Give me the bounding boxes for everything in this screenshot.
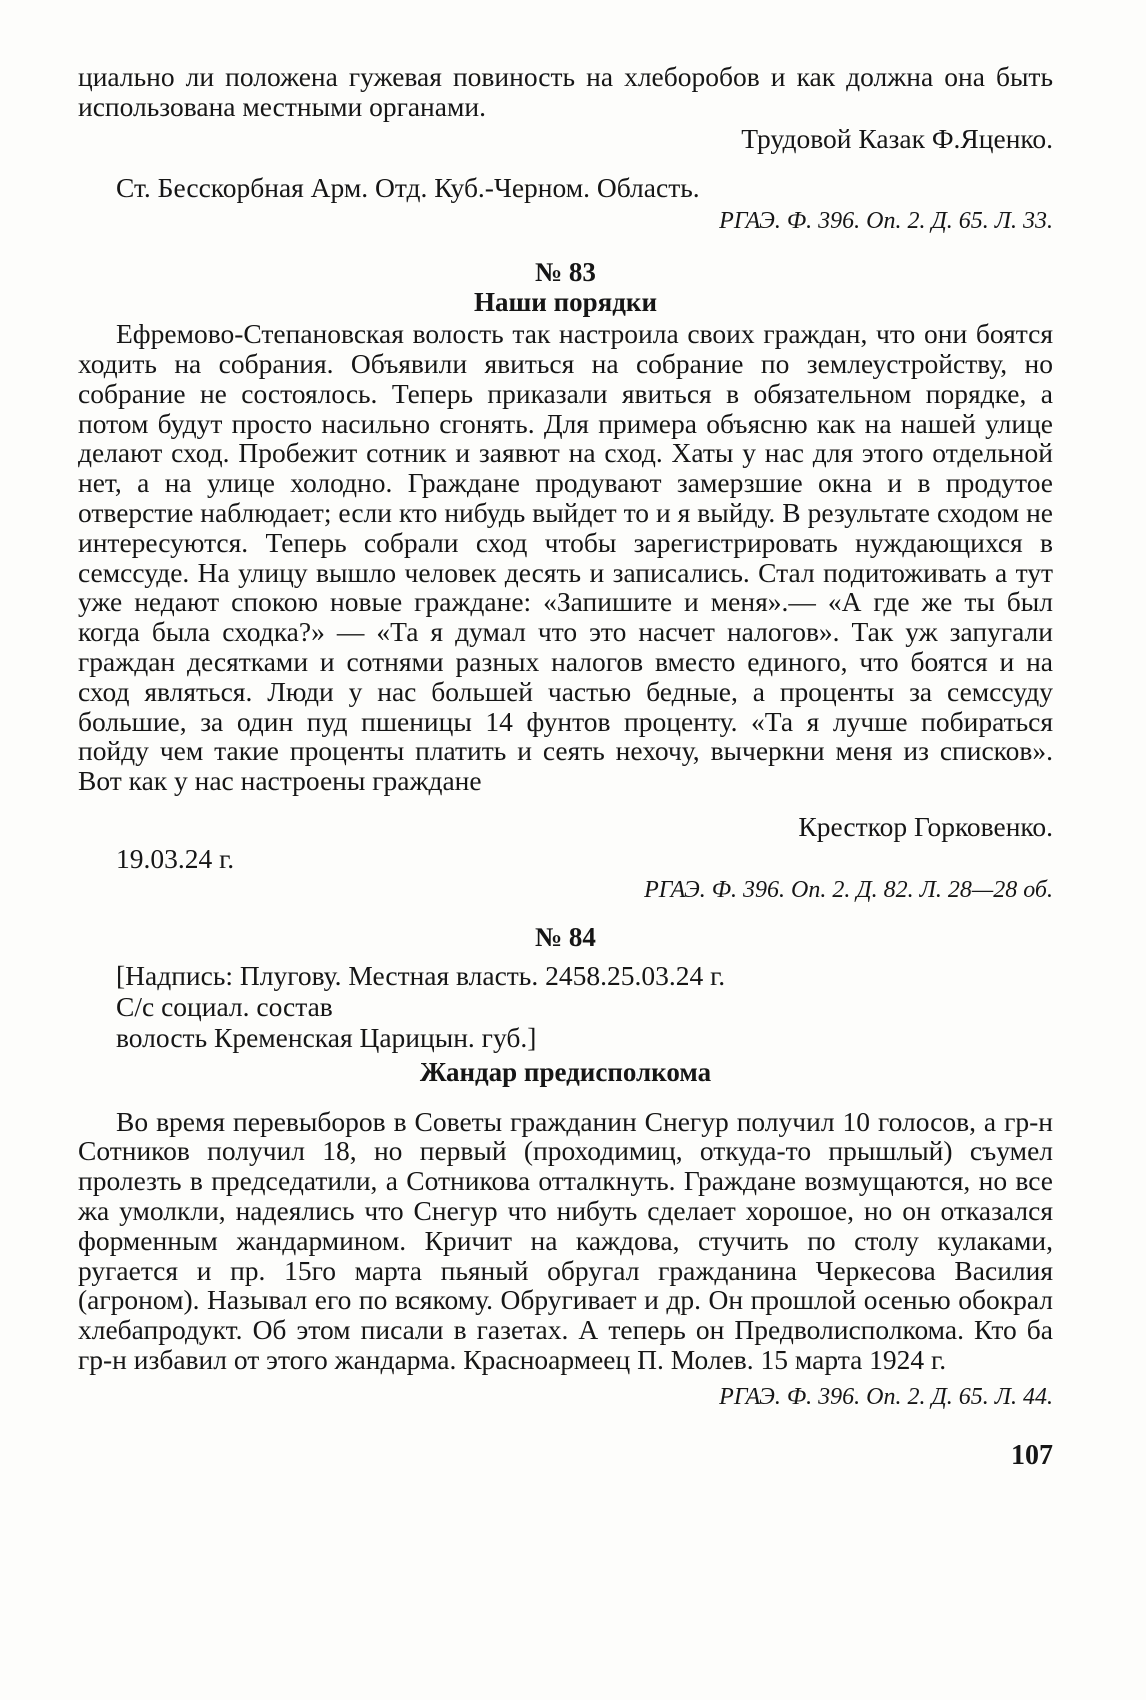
continuation-paragraph: циально ли положена гужевая повиность на хлеборобов и как должна она быть использована местными органами. bbox=[78, 61, 1053, 122]
doc84-body: Во время перевыборов в Советы гражданин Снегур получил 10 голосов, а гр-н Сотников получил 18, но первый (проходимиц, откуда-то прышлый) съумел пролезть в председатили, а Сотникова отталкнуть. Граждане возмущаются, но все жа умолкли, надеялись что Снегур что нибуть сделает хорошое, но он отказался форменным жандармином. Кричит на каждова, стучить по столу кулаками, ругается и пр. 15го марта пьяный обругал гражданина Черкесова Василия (агроном). Называл его по всякому. Обругивает и др. Он прошлой осенью обокрал хлебапродукт. Об этом писали в газетах. А теперь он Предволисполкома. Кто ба гр-н избавил от этого жандарма. Красноармеец П. Молев. 15 марта 1924 г. bbox=[78, 1105, 1053, 1375]
doc84-inscription bbox=[78, 960, 1053, 1053]
doc83-date-row bbox=[78, 844, 1053, 874]
document-page bbox=[78, 62, 1053, 1662]
doc83-title: Наши порядки bbox=[473, 287, 658, 318]
doc82-place: Ст. Бесскорбная Арм. Отд. Куб.-Черном. Область. bbox=[116, 172, 700, 204]
doc83-signature: Кресткор Горковенко. bbox=[798, 810, 1053, 842]
doc84-inscription-line: [Надпись: Плугову. Местная власть. 2458.25.03.24 г. bbox=[116, 959, 726, 991]
doc82-signature: Трудовой Казак Ф.Яценко. bbox=[741, 122, 1053, 154]
doc84-archive-reference: РГАЭ. Ф. 396. Оп. 2. Д. 65. Л. 44. bbox=[719, 1383, 1053, 1410]
doc83-body: Ефремово-Степановская волость так настроила своих граждан, что они боятся ходить на собрания. Объявили явиться на собрание по землеустройству, но собрание не состоялось. Теперь приказали явиться в обязательном порядке, а потом будут просто насильно сгонять. Для примера объясню как на нашей улице делают сход. Пробежит сотник и заявют на сход. Хаты у нас для этого отдельной нет, а на улице холодно. Граждане продувают замерзшие окна и в продутое отверстие наблюдает; если кто нибудь выйдет то и я выйду. В результате сходом не интересуются. Теперь собрали сход чтобы зарегистрировать нуждающихся в семссуде. На улицу вышло человек десять и записались. Стал подитоживать а тут уже недают спокою новые граждане: «Запишите и меня».— «А где же ты был когда была сходка?» — «Та я думал что это насчет налогов». Так уж запугали граждан десятками и сотнями разных налогов вместо единого, что боятся и на сход являться. Люди у нас большей частью бедные, а проценты за семссуду большие, за один пуд пшеницы 14 фунтов проценту. «Та я лучше побираться пойду чем такие проценты платить и сеять нехочу, вычеркни меня из списков». Вот как у нас настроены граждане bbox=[78, 318, 1053, 797]
doc84-inscription-line: С/с социал. состав bbox=[116, 990, 333, 1022]
doc83-archive-reference: РГАЭ. Ф. 396. Оп. 2. Д. 82. Л. 28—28 об. bbox=[644, 876, 1053, 903]
doc82-archive-reference: РГАЭ. Ф. 396. Оп. 2. Д. 65. Л. 33. bbox=[719, 208, 1053, 235]
doc84-inscription-line: волость Кременская Царицын. губ.] bbox=[116, 1021, 537, 1053]
doc84-number: № 84 bbox=[535, 921, 596, 952]
doc84-title: Жандар предисполкома bbox=[419, 1056, 712, 1087]
doc83-number: № 83 bbox=[535, 257, 596, 288]
doc83-date: 19.03.24 г. bbox=[116, 842, 235, 874]
page-number: 107 bbox=[1011, 1439, 1053, 1471]
